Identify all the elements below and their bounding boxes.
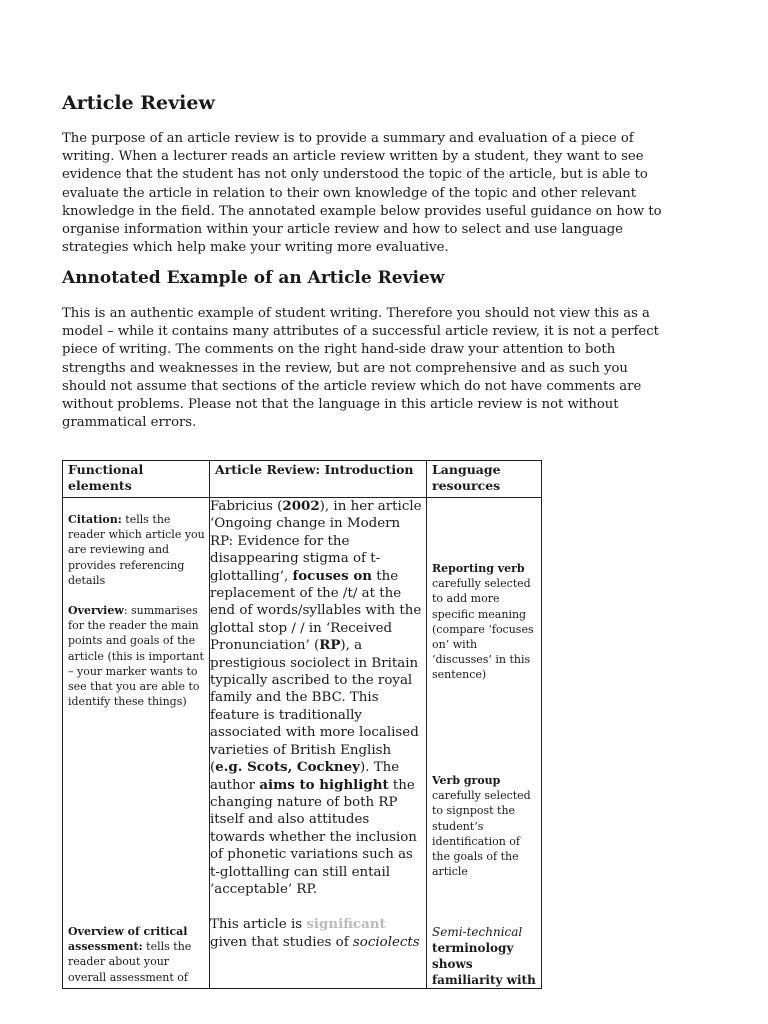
- overview-note: Overview: summarises for the reader the main points and goals of the article (this is important – your marker wants to see that you are able to identify these things): [68, 604, 204, 709]
- table-row: [63, 498, 542, 989]
- critical-assessment-note: Overview of critical assessment: tells the reader about your overall assessment of: [68, 925, 192, 984]
- functional-elements-cell: [63, 498, 210, 989]
- header-article-review: Article Review: Introduction: [210, 461, 427, 498]
- semi-technical-note: Semi-technical terminology shows familiarity with: [432, 925, 536, 987]
- verb-group-note: Verb group carefully selected to signpost the student’s identification of the goals of the article: [432, 774, 531, 879]
- intro-paragraph: The purpose of an article review is to provide a summary and evaluation of a piece of writing. When a lecturer reads an article review written by a student, they want to see evidence that the student has not only understood the topic of the article, but is able to evaluate the article in relation to their own knowledge of the topic and other relevant knowledge in the field. The annotated example below provides useful guidance on how to organise information within your article review and how to select and use language strategies which help make your writing more evaluative.: [62, 131, 662, 256]
- review-significance-text: This article is significant given that studies of sociolects: [210, 916, 420, 950]
- language-resources-cell: [427, 498, 542, 989]
- page-title: Article Review: [62, 92, 215, 114]
- header-functional-elements: Functional elements: [63, 461, 210, 498]
- reporting-verb-note: Reporting verb carefully selected to add more specific meaning (compare ‘focuses on’ with ‘discusses’ in this sentence): [432, 562, 534, 682]
- annotated-table: [62, 460, 542, 989]
- citation-note: Citation: tells the reader which article you are reviewing and provides referencing details: [68, 513, 205, 587]
- header-language-resources: Language resources: [427, 461, 542, 498]
- table-header-row: [63, 461, 542, 498]
- section-heading: Annotated Example of an Article Review: [62, 268, 445, 288]
- review-text-cell: [210, 498, 427, 989]
- review-introduction-text: Fabricius (2002), in her article ‘Ongoing change in Modern RP: Evidence for the disappearing stigma of t-glottalling’, focuses on the replacement of the /t/ at the end of words/syllables with the glottal stop / / in ‘Received Pronunciation’ (RP), a prestigious sociolect in Britain typically ascribed to the royal family and the BBC. This feature is traditionally associated with more localised varieties of British English (e.g. Scots, Cockney). The author aims to highlight the changing nature of both RP itself and also attitudes towards whether the inclusion of phonetic variations such as t-glottalling can still entail ‘acceptable’ RP.: [210, 498, 422, 897]
- example-paragraph: This is an authentic example of student writing. Therefore you should not view this as a model – while it contains many attributes of a successful article review, it is not a perfect piece of writing. The comments on the right hand-side draw your attention to both strengths and weaknesses in the review, but are not comprehensive and as such you should not assume that sections of the article review which do not have comments are without problems. Please not that the language in this article review is not without grammatical errors.: [62, 306, 659, 431]
